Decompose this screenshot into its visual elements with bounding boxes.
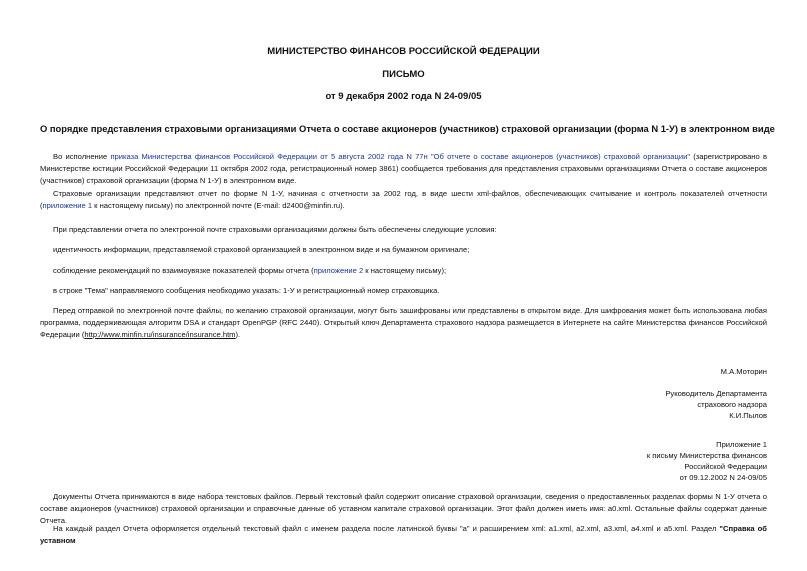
ministry-heading: МИНИСТЕРСТВО ФИНАНСОВ РОССИЙСКОЙ ФЕДЕРАЦИИ — [267, 46, 540, 57]
doc-type-heading: ПИСЬМО — [382, 69, 425, 80]
ap2-bold-text: "Справка об уставном — [40, 524, 767, 545]
paragraph-7 — [40, 305, 767, 341]
p5-text-b: к настоящему письму); — [363, 266, 447, 275]
appendix-2-link[interactable]: приложение 2 — [313, 266, 364, 275]
appendix-1-link[interactable]: приложение 1 — [42, 201, 93, 210]
appendix-ref-line-3: от 09.12.2002 N 24-09/05 — [679, 473, 767, 482]
minfin-insurance-link[interactable]: http://www.minfin.ru/insurance/insurance.htm — [84, 330, 236, 339]
p7-text-b: ). — [235, 330, 241, 339]
document-title: О порядке представления страховыми организациями Отчета о составе акционеров (участников) страховой организации (форма N 1-У) в электронном виде — [40, 123, 775, 134]
paragraph-2 — [40, 188, 767, 212]
doc-date-number: от 9 декабря 2002 года N 24-09/05 — [325, 91, 482, 102]
paragraph-3: При представлении отчета по электронной почте страховыми организациями должны быть обеспечены следующие условия: — [53, 225, 497, 234]
p1-text-b: (зарегистрировано в Министерстве юстиции Российской Федерации 11 октября 2002 года, регистрационный номер 3861) сообщается требования для представления страховыми организациями Отчета о составе акционеров (участников) страховой организации (форма N 1-У) в электронном виде. — [40, 152, 767, 185]
paragraph-1 — [40, 151, 767, 187]
ap1-text: Документы Отчета принимаются в виде набора текстовых файлов. Первый текстовый файл содержит описание страховой организации, сведения о предоставленных разделах формы N 1-У отчета о составе акционеров (участников) страховой организации и справочные данные об уставном капитале страховой организации. Этот файл должен иметь имя: a0.xml. Остальные файлы содержат данные Отчета. — [40, 492, 767, 525]
signatory-name-1: М.А.Моторин — [720, 367, 767, 376]
paragraph-5 — [53, 265, 446, 277]
p7-text-a: Перед отправкой по электронной почте файлы, по желанию страховой организации, могут быть зашифрованы или представлены в открытом виде. Для шифрования может быть использована любая программа, поддерживающая алгоритм DSA и стандарт OpenPGP (RFC 2440). Открытый ключ Департамента страхового надзора размещается в Интернете на сайте Министерства финансов Российской Федерации ( — [40, 306, 767, 339]
ap2-text-a: На каждый раздел Отчета оформляется отдельный текстовый файл с именем раздела после латинской буквы "а" и расширением xml: a1.xml, a2.xml, a3.xml, a4.xml и a5.xml. Раздел — [53, 524, 720, 533]
paragraph-6: в строке "Тема" направляемого сообщения необходимо указать: 1-У и регистрационный номер страховщика. — [53, 286, 440, 295]
appendix-paragraph-1 — [40, 491, 767, 527]
signatory-role-2: страхового надзора — [697, 400, 767, 409]
appendix-label: Приложение 1 — [716, 440, 767, 449]
signatory-name-2: К.И.Пылов — [729, 411, 767, 420]
appendix-paragraph-2 — [40, 523, 767, 547]
paragraph-4: идентичность информации, представляемой страховой организацией в электронном виде и на бумажном оригинале; — [53, 245, 470, 254]
order-77n-link[interactable]: приказа Министерства финансов Российской Федерации от 5 августа 2002 года N 77н "Об отчете о составе акционеров (участников) страховой организации" — [110, 152, 691, 161]
p5-text-a: соблюдение рекомендаций по взаимоувязке показателей формы отчета ( — [53, 266, 314, 275]
p2-text-a: Страховые организации представляют отчет по форме N 1-У, начиная с отчетности за 2002 год, в виде шести xml-файлов, обеспечивающих считывание и контроль показателей отчетности ( — [40, 189, 767, 210]
signatory-role-1: Руководитель Департамента — [665, 389, 767, 398]
appendix-ref-line-1: к письму Министерства финансов — [646, 451, 767, 460]
p1-text-a: Во исполнение — [53, 152, 111, 161]
p2-text-b: к настоящему письму) по электронной почте (E-mail: d2400@minfin.ru). — [92, 201, 345, 210]
appendix-ref-line-2: Российской Федерации — [684, 462, 767, 471]
